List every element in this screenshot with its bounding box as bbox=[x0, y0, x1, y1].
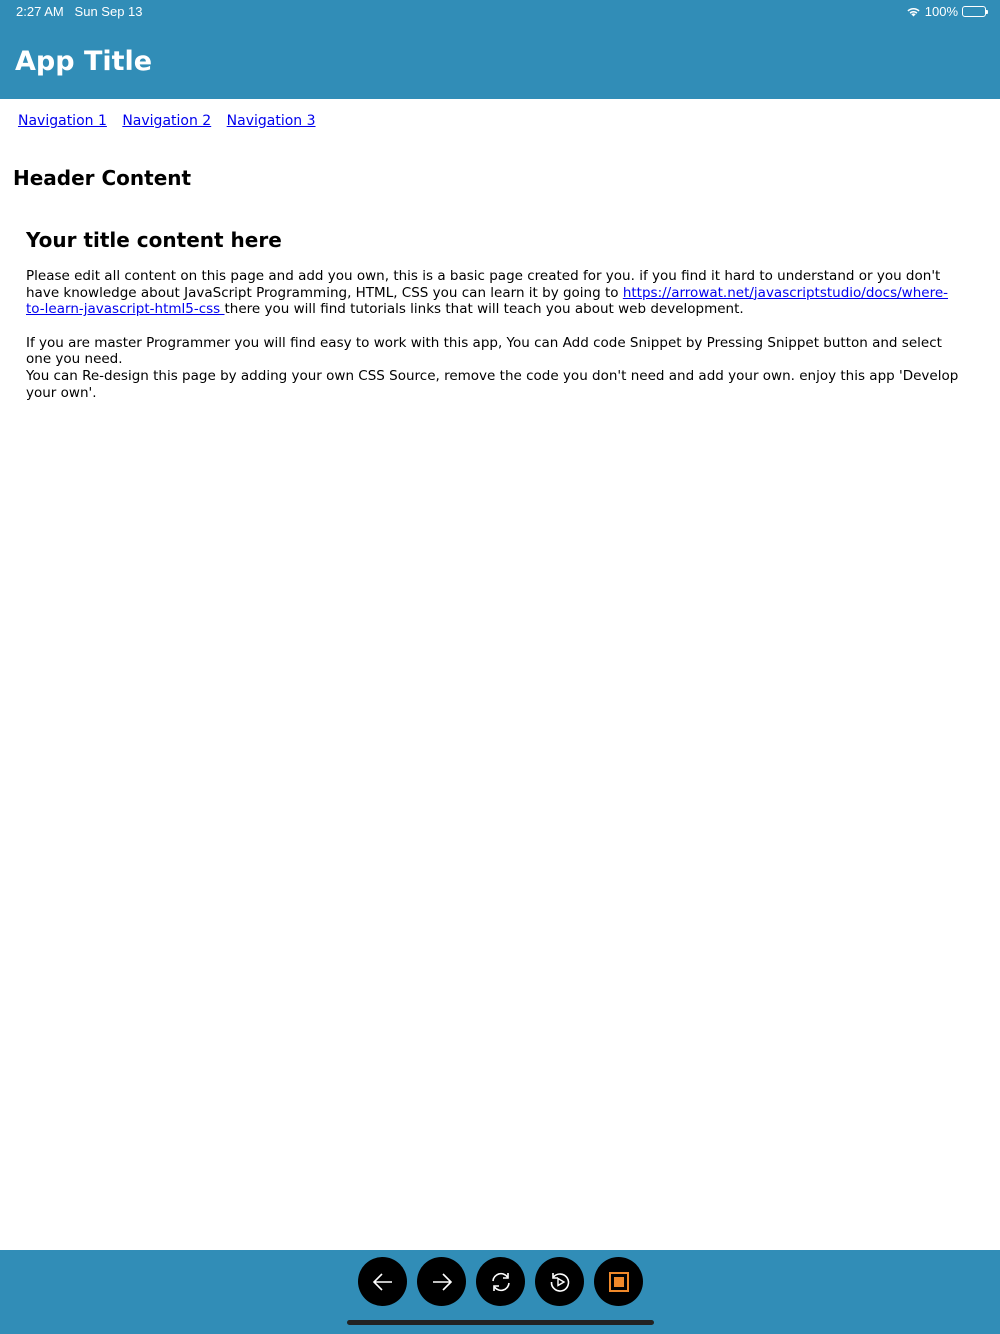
app-bar bbox=[0, 24, 1000, 99]
home-indicator bbox=[347, 1320, 654, 1325]
refresh-button[interactable] bbox=[476, 1257, 525, 1306]
intro-text-end: there you will find tutorials links that will teach you about web development. bbox=[224, 301, 744, 318]
bottom-toolbar bbox=[0, 1250, 1000, 1334]
status-time bbox=[16, 4, 143, 19]
replay-icon bbox=[548, 1270, 572, 1294]
status-right bbox=[906, 4, 986, 19]
stop-button[interactable] bbox=[594, 1257, 643, 1306]
toolbar-buttons bbox=[358, 1257, 643, 1306]
status-bar bbox=[0, 0, 1000, 24]
replay-button[interactable] bbox=[535, 1257, 584, 1306]
nav-bar bbox=[18, 113, 327, 129]
content-title: Your title content here bbox=[26, 228, 282, 252]
intro-paragraph bbox=[26, 268, 966, 318]
redesign-paragraph: You can Re-design this page by adding your own CSS Source, remove the code you don't need and add your own. enjoy this app 'Develop your own'. bbox=[26, 367, 959, 401]
wifi-icon bbox=[906, 6, 921, 17]
programmer-paragraph: If you are master Programmer you will find easy to work with this app, You can Add code Snippet by Pressing Snippet button and select one you need. bbox=[26, 334, 942, 368]
status-time-text: 2:27 AM bbox=[16, 4, 64, 19]
refresh-icon bbox=[489, 1270, 513, 1294]
status-date-text: Sun Sep 13 bbox=[74, 4, 143, 19]
battery-icon bbox=[962, 6, 986, 17]
arrow-right-icon bbox=[430, 1270, 454, 1294]
nav-link-3[interactable]: Navigation 3 bbox=[226, 113, 316, 129]
nav-link-2[interactable]: Navigation 2 bbox=[122, 113, 212, 129]
arrow-left-icon bbox=[371, 1270, 395, 1294]
app-title: App Title bbox=[15, 46, 153, 77]
intro-text: Please edit all content on this page and add you own, this is a basic page created for you. if you find it hard to understand or you don't have knowledge about JavaScript Programming, HTML, CSS you can learn it by going to bbox=[26, 268, 941, 301]
forward-button[interactable] bbox=[417, 1257, 466, 1306]
header-content: Header Content bbox=[13, 166, 192, 190]
learn-link[interactable]: https://arrowat.net/javascriptstudio/docs/where-to-learn-javascript-html5-css bbox=[26, 284, 949, 318]
battery-percent: 100% bbox=[924, 4, 958, 19]
stop-icon bbox=[607, 1270, 631, 1294]
back-button[interactable] bbox=[358, 1257, 407, 1306]
nav-link-1[interactable]: Navigation 1 bbox=[18, 113, 107, 129]
main-content bbox=[26, 228, 966, 401]
